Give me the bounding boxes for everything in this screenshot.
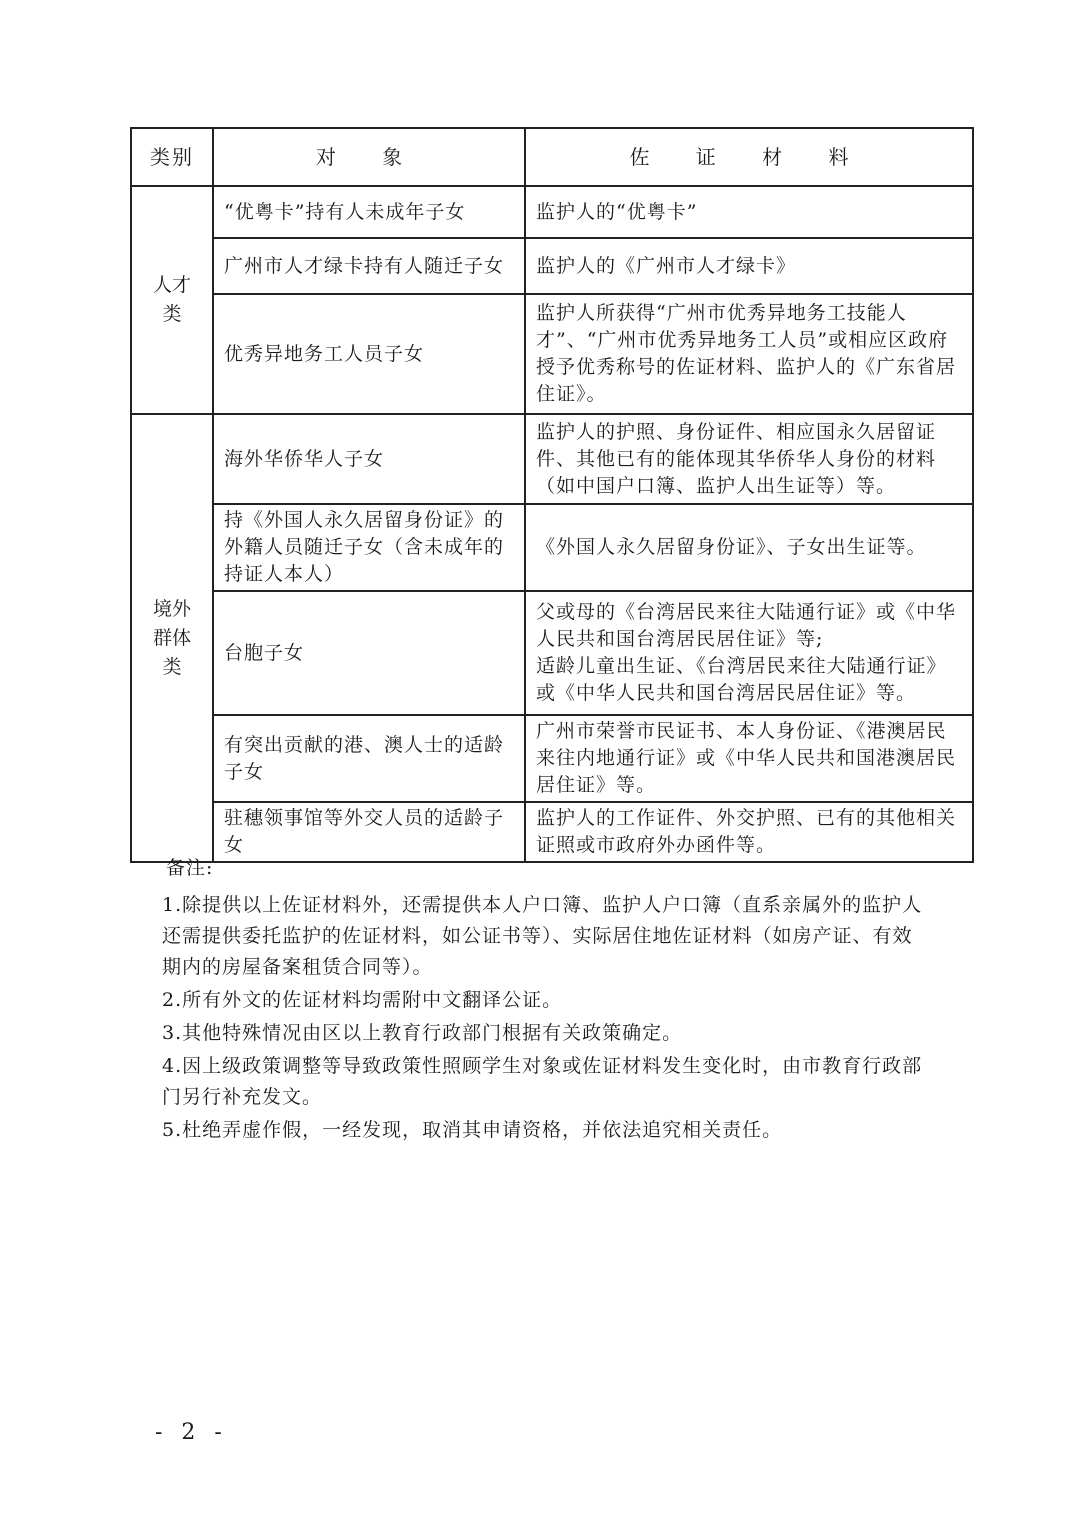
material-cell: 监护人的“优粤卡” <box>525 186 973 238</box>
category-label: 人才类 <box>152 274 191 325</box>
object-cell: 广州市人才绿卡持有人随迁子女 <box>213 238 525 294</box>
material-cell: 监护人所获得“广州市优秀异地务工技能人才”、“广州市优秀异地务工人员”或相应区政府授予优秀称号的佐证材料、监护人的《广东省居住证》。 <box>525 294 973 414</box>
object-cell: 持《外国人永久居留身份证》的外籍人员随迁子女（含未成年的持证人本人） <box>213 504 525 591</box>
note-item: 1.除提供以上佐证材料外，还需提供本人户口簿、监护人户口簿（直系亲属外的监护人还需提供委托监护的佐证材料，如公证书等）、实际居住地佐证材料（如房产证、有效期内的房屋备案租赁合同等）。 <box>162 894 923 978</box>
table-row <box>131 591 973 715</box>
note-item: 4.因上级政策调整等导致政策性照顾学生对象或佐证材料发生变化时，由市教育行政部门另行补充发文。 <box>162 1055 923 1108</box>
category-label: 境外群体类 <box>152 597 191 678</box>
category-cell-talent <box>131 186 213 414</box>
category-cell-overseas <box>131 414 213 862</box>
material-cell: 监护人的工作证件、外交护照、已有的其他相关证照或市政府外办函件等。 <box>525 802 973 862</box>
object-cell: 台胞子女 <box>213 591 525 715</box>
table-header-row <box>131 128 973 186</box>
table-row <box>131 186 973 238</box>
object-cell: 驻穗领事馆等外交人员的适龄子女 <box>213 802 525 862</box>
material-line: 适龄儿童出生证、《台湾居民来往大陆通行证》或《中华人民共和国台湾居民居住证》等。 <box>536 655 947 704</box>
table-row <box>131 294 973 414</box>
object-cell: 有突出贡献的港、澳人士的适龄子女 <box>213 715 525 802</box>
object-cell: 优秀异地务工人员子女 <box>213 294 525 414</box>
material-cell: 广州市荣誉市民证书、本人身份证、《港澳居民来往内地通行证》或《中华人民共和国港澳居民居住证》等。 <box>525 715 973 802</box>
note-item: 5.杜绝弄虚作假，一经发现，取消其申请资格，并依法追究相关责任。 <box>162 1119 783 1141</box>
evidence-table <box>130 127 974 863</box>
note-item: 3.其他特殊情况由区以上教育行政部门根据有关政策确定。 <box>162 1022 683 1044</box>
material-cell: 《外国人永久居留身份证》、子女出生证等。 <box>525 504 973 591</box>
object-cell: 海外华侨华人子女 <box>213 414 525 504</box>
header-material: 佐 证 材 料 <box>525 128 973 186</box>
material-line: 父或母的《台湾居民来往大陆通行证》或《中华人民共和国台湾居民居住证》等; <box>536 601 957 650</box>
table-row <box>131 238 973 294</box>
notes-section <box>162 853 932 1148</box>
material-cell: 监护人的护照、身份证件、相应国永久居留证件、其他已有的能体现其华侨华人身份的材料（如中国户口簿、监护人出生证等）等。 <box>525 414 973 504</box>
material-cell <box>525 591 973 715</box>
table-row <box>131 715 973 802</box>
page-number: - 2 - <box>155 1420 228 1445</box>
header-category: 类别 <box>131 128 213 186</box>
table-row <box>131 414 973 504</box>
material-cell: 监护人的《广州市人才绿卡》 <box>525 238 973 294</box>
header-object: 对 象 <box>213 128 525 186</box>
notes-title: 备注: <box>166 857 214 879</box>
table-row <box>131 504 973 591</box>
object-cell: “优粤卡”持有人未成年子女 <box>213 186 525 238</box>
note-item: 2.所有外文的佐证材料均需附中文翻译公证。 <box>162 989 563 1011</box>
